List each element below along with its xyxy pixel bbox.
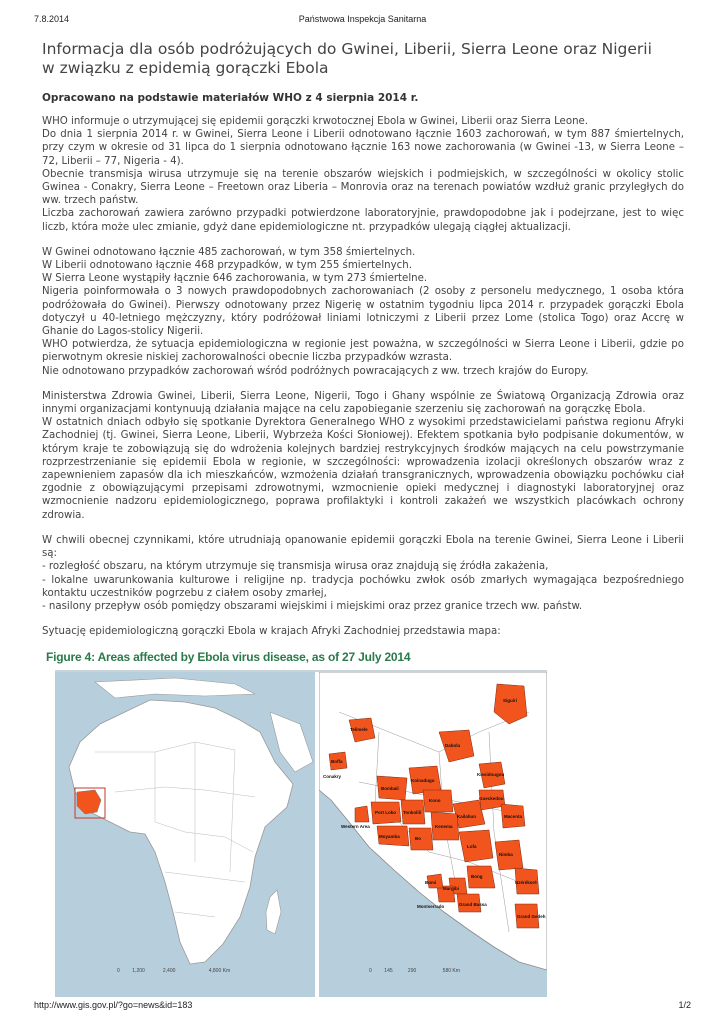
text-line: W chwili obecnej czynnikami, które utrudniają opanowanie epidemii gorączki Ebola na terenie Gwinei, Sierra Leone i Liberii są: [42, 534, 684, 560]
figure-number: Figure 4: [46, 650, 95, 665]
label-dabola: Dabola [445, 743, 461, 749]
text-line: - rozległość obszaru, na którym utrzymuje się transmisja wirusa oraz znajdują się źródła zakażenia, [42, 561, 549, 573]
label-moyamba: Moyamba [379, 834, 400, 840]
label-margibi: Margibi [443, 886, 460, 892]
africa-map-image [55, 672, 315, 997]
paragraph-intro [42, 115, 684, 234]
label-bombali: Bombali [381, 786, 399, 792]
text-line: Nigeria poinformowała o 3 nowych prawdopodobnych zachorowaniach (2 osoby z personelu medycznego, 1 osoba która podróżowała do Gwinei). Pierwszy odnotowany przez Nigerię w ostatnim tygodniu lipca 2014 r. przypadek gorączki Ebola dotyczył u 40-letniego mężczyzny, który podróżował liniami lotniczymi z Liberii przez Lome (stolica Togo) oraz Accrę w Ghanie do Lagos-stolicy Nigerii. [42, 286, 684, 338]
label-boffa: Boffa [331, 759, 343, 765]
affected-region-small [77, 790, 101, 814]
paragraph-map-intro [42, 625, 684, 638]
west-africa-map-image [319, 672, 547, 997]
label-lofa: Lofa [467, 844, 477, 850]
europe-edge [95, 678, 255, 698]
scale-label: 0 [369, 968, 372, 975]
label-kailahun: Kailahun [457, 814, 477, 820]
label-western-area: Western Area [341, 824, 370, 830]
text-line: Sytuację epidemiologiczną gorączki Ebola w krajach Afryki Zachodniej przedstawia mapa: [42, 626, 501, 638]
text-line: W Sierra Leone wystąpiły łącznie 646 zachorowania, w tym 273 śmiertelne. [42, 273, 428, 285]
africa-continent [69, 700, 293, 964]
label-bomi: Bomi [425, 880, 437, 886]
figure-caption-text: Areas affected by Ebola virus disease, as of 27 July 2014 [97, 650, 411, 665]
madagascar [266, 890, 281, 934]
label-kenema: Kenema [435, 824, 453, 830]
scale-bar-left [117, 968, 230, 974]
label-bo: Bo [415, 836, 421, 842]
print-date: 7.8.2014 [34, 14, 70, 24]
scale-label: 4,800 Km [208, 968, 231, 975]
arabian-peninsula [270, 712, 313, 772]
label-port-loko: Port Loko [375, 810, 396, 816]
label-tonkolili: Tonkolili [403, 810, 422, 816]
figure-caption [46, 650, 684, 664]
page-title [42, 40, 684, 78]
text-line: WHO potwierdza, że sytuacja epidemiologiczna w regionie jest poważna, w szczególności w Sierra Leone i Liberii, gdzie po pierwotnym okresie niskiej zachorowalności obecnie liczba przypadków wzrasta. [42, 339, 684, 364]
label-gueckedou: Gueckedou [479, 796, 504, 802]
label-siguiri: Siguiri [503, 698, 518, 704]
figure-maps [55, 670, 547, 997]
article [42, 40, 684, 997]
scale-label: 580 Km [442, 968, 460, 975]
text-line: WHO informuje o utrzymującej się epidemii gorączki krwotocznej Ebola w Gwinei, Liberii oraz Sierra Leone. [42, 116, 589, 127]
label-telimele: Telimele [350, 727, 368, 733]
district-western-area [355, 806, 369, 822]
text-line: W ostatnich dniach odbyło się spotkanie Dyrektora Generalnego WHO z wysokimi przedstawicielami państwa regionu Afryki Zachodniej (tj. Gwinei, Sierra Leone, Liberii, Wybrzeża Kości Słoniowej). Efektem spotkania było podpisanie dokumentów, w którym kraje te zobowiązują się do wdrożenia kolejnych bardziej restrykcyjnych środków mających na celu powstrzymanie rozprzestrzenianie się epidemii Ebola w regionie, w szczególności: wprowadzenia izolacji określonych obszarów wraz z zapewnieniem zapasów dla ich mieszkańców, wzmożenia działań transgranicznych, wprowadzenia obowiązku pochówku ciał zgodnie z obowiązującymi przepisami zdrowotnymi, wzmocnienie opieki medycznej i diagnostyki laboratoryjnej oraz wzmocnienie nadzoru epidemiologicznego, poprawa profilaktyki i kontroli zakażeń we wszystkich placówkach ochrony zdrowia. [42, 417, 684, 521]
text-line: Ministerstwa Zdrowia Gwinei, Liberii, Sierra Leone, Nigerii, Togo i Ghany wspólnie ze Światową Organizacją Zdrowia oraz innymi organizacjami kontynuują działania mające na celu zapobieganie szerzeniu się zachorowań na gorączkę Ebola. [42, 390, 684, 416]
west-africa-detail-map [319, 672, 547, 997]
site-title: Państwowa Inspekcja Sanitarna [298, 14, 427, 24]
label-bong: Bong [471, 874, 483, 880]
scale-label: 0 [117, 968, 120, 975]
scale-label: 290 [407, 968, 417, 975]
scale-label: 1,200 [132, 968, 145, 975]
scale-label: 145 [384, 968, 393, 975]
text-line: Liczba zachorowań zawiera zarówno przypadki potwierdzone laboratoryjnie, prawdopodobne jak i podejrzane, jest to więc liczb, która może ulec zmianie, gdyż dane epidemiologiczne nt. przypadków ulegają ciągłej aktualizacji. [42, 208, 684, 233]
text-line: Obecnie transmisja wirusa utrzymuje się na terenie obszarów wiejskich i podmiejskich, w szczególności w okolicy stolic Gwinea - Conakry, Sierra Leone – Freetown oraz Liberia – Monrovia oraz na terenach powiatów wzdłuż granic przyległych do ww. trzech państw. [42, 168, 684, 207]
label-nimba: Nimba [499, 852, 513, 858]
label-montserrado: Montserrado [417, 904, 445, 910]
label-koinadugu: Koinadugu [411, 778, 435, 784]
title-line: Informacja dla osób podróżujących do Gwinei, Liberii, Sierra Leone oraz Nigerii [42, 40, 652, 58]
text-line: Nie odnotowano przypadków zachorowań wśród podróżnych powracających z ww. trzech krajów do Europy. [42, 365, 589, 377]
paragraph-factors [42, 534, 684, 613]
scale-bar-right [369, 968, 460, 974]
label-grand-gedeh: Grand Gedeh [517, 914, 546, 920]
district-bo [409, 828, 433, 850]
text-line: Do dnia 1 sierpnia 2014 r. w Gwinei, Sierra Leone i Liberii odnotowano łącznie 1603 zachorowań, w tym 887 śmiertelnych, przy czym w okresie od 31 lipca do 1 sierpnia odnotowano łącznie 163 nowe zachorowania (w Gwinei -13, w Sierra Leone – 72, Liberii – 77, Nigeria - 4). [42, 129, 684, 167]
paragraph-country-stats [42, 246, 684, 378]
label-grand-bassa: Grand Bassa [459, 902, 487, 908]
text-line: W Gwinei odnotowano łącznie 485 zachorowań, w tym 358 śmiertelnych. [42, 246, 416, 258]
label-macenta: Macenta [504, 814, 523, 820]
scale-label: 2,400 [162, 968, 176, 975]
label-nzerekore: Nzérékoré [515, 880, 537, 886]
label-conakry: Conakry [323, 774, 342, 780]
source-note: Opracowano na podstawie materiałów WHO z 4 sierpnia 2014 r. [42, 92, 419, 104]
text-line: W Liberii odnotowano łącznie 468 przypadków, w tym 255 śmiertelnych. [42, 260, 412, 272]
page-url-link[interactable]: http://www.gis.gov.pl/?go=news&id=183 [34, 1000, 193, 1010]
text-line: - nasilony przepływ osób pomiędzy obszarami wiejskimi i miejskimi oraz przez granice trzech ww. państw. [42, 600, 583, 612]
label-kissidougou: Kissidougou [477, 772, 505, 778]
page-number: 1/2 [678, 1000, 691, 1010]
title-line: w związku z epidemią gorączki Ebola [42, 59, 329, 77]
label-kono: Kono [429, 798, 441, 804]
paragraph-ministries [42, 390, 684, 522]
africa-overview-map [55, 672, 315, 997]
page-header [34, 14, 691, 28]
page-footer [34, 1000, 691, 1014]
text-line: - lokalne uwarunkowania kulturowe i religijne np. tradycja pochówku zwłok osób zmarłych wymagająca bezpośredniego kontaktu uczestników pogrzebu z ciałem osoby zmarłej, [42, 574, 684, 599]
